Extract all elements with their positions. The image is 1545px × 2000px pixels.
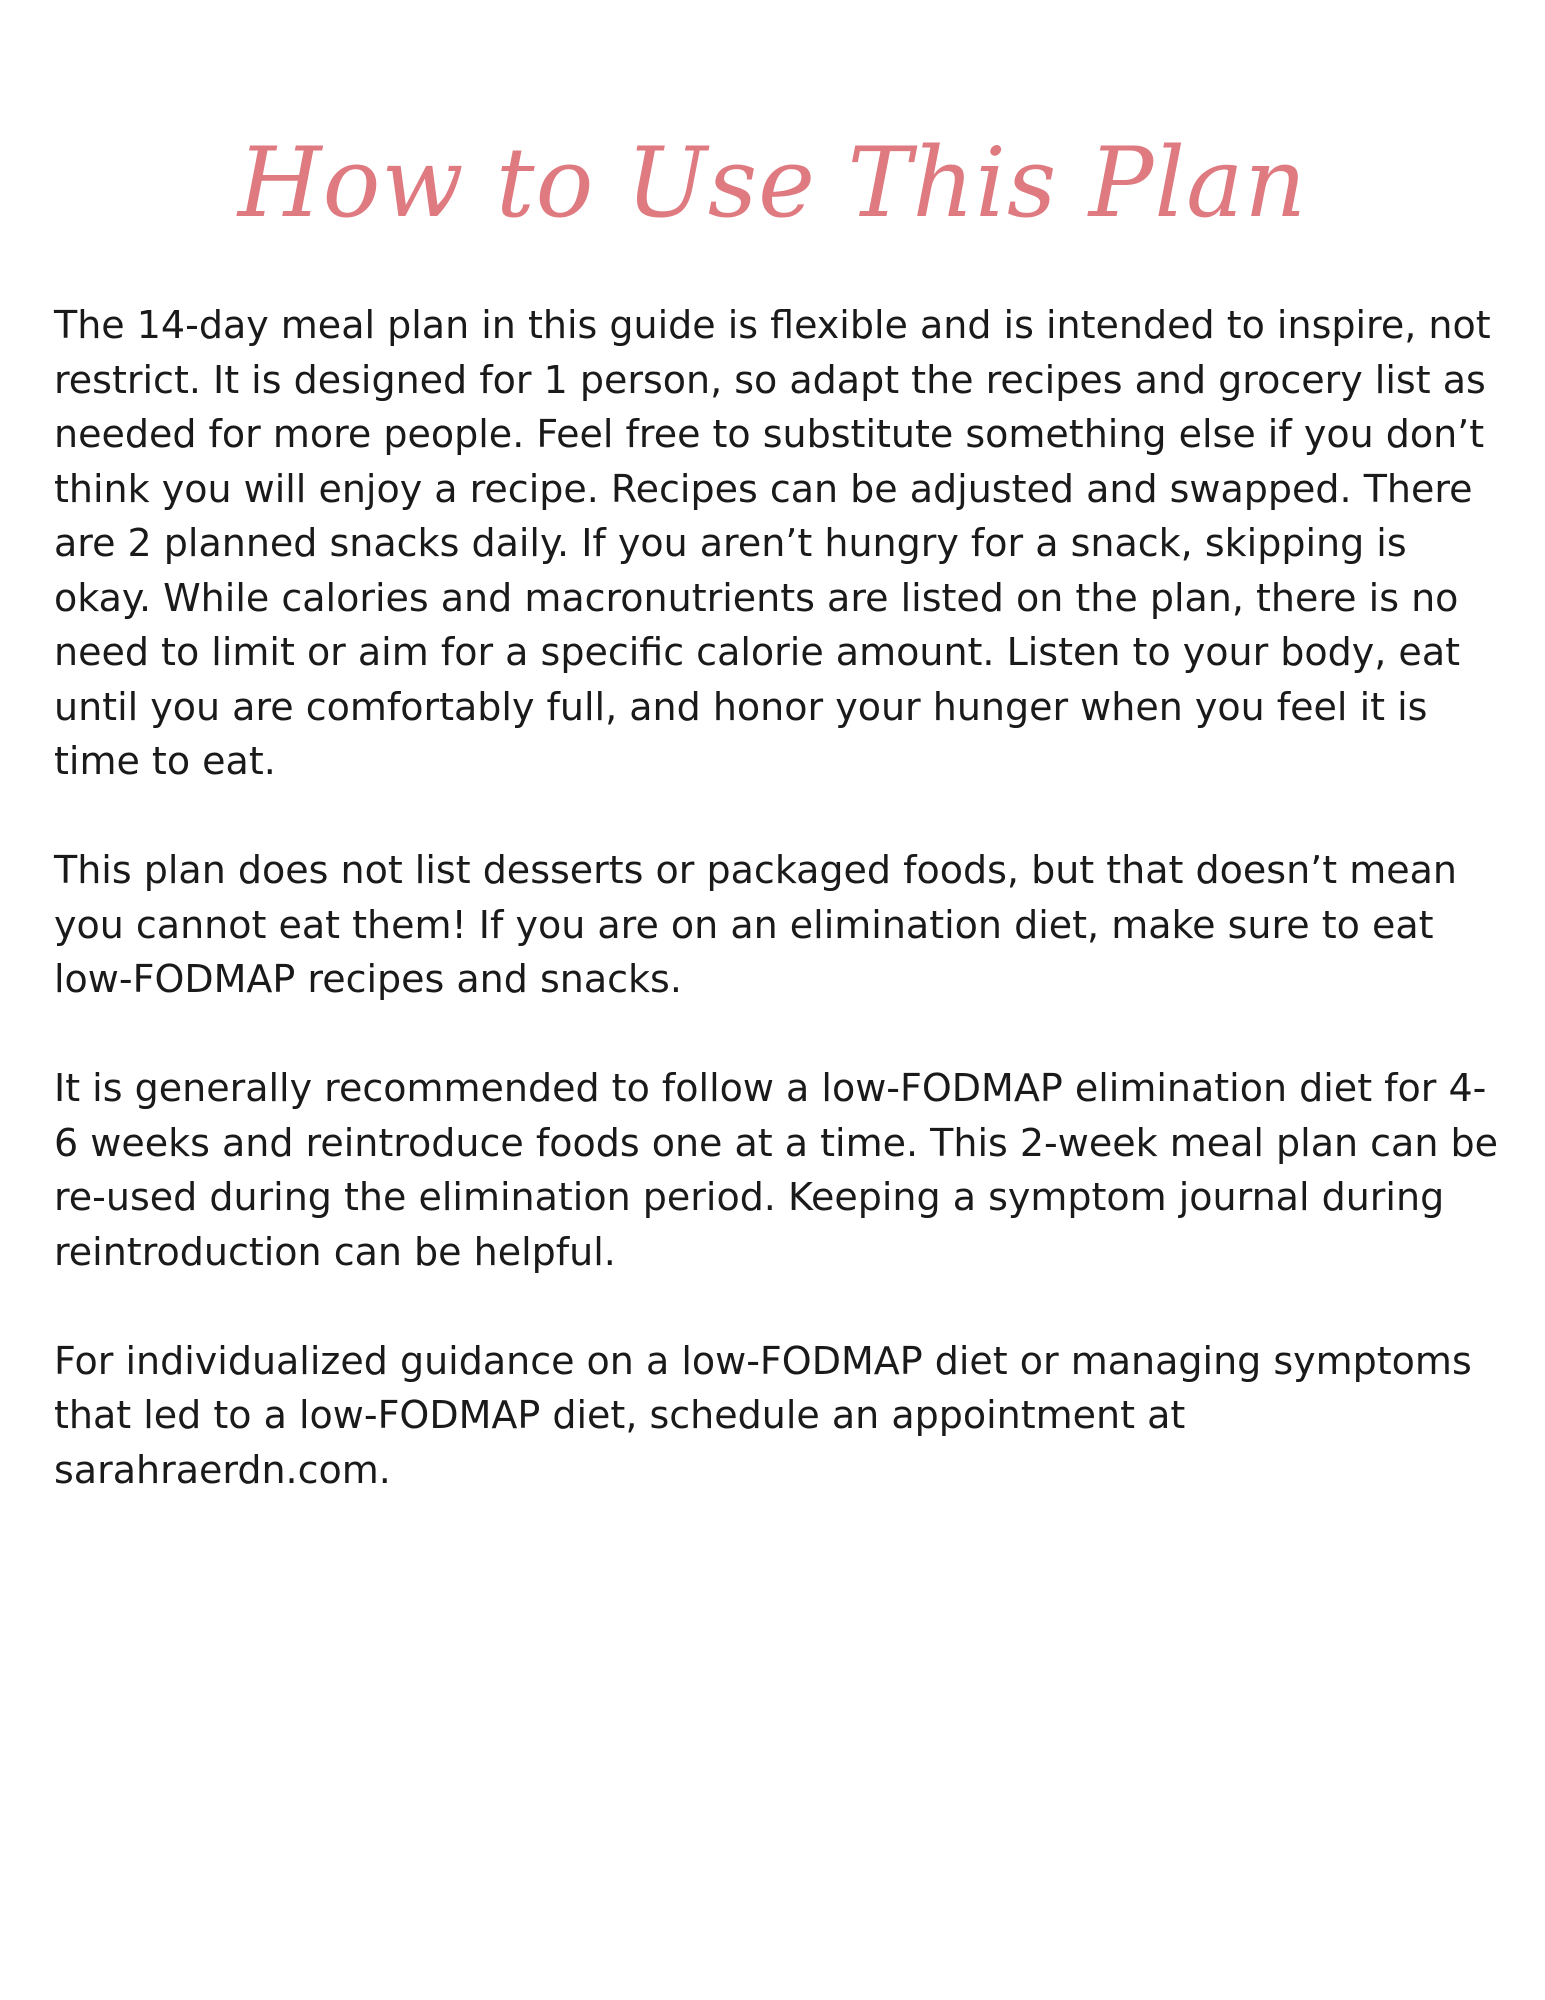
paragraph-desserts-packaged-foods: This plan does not list desserts or packaged foods, but that doesn’t mean you cannot eat them! If you are on an elimination diet, make sure to eat low-FODMAP recipes and snacks. <box>54 848 1457 1001</box>
body-text <box>54 298 1504 1552</box>
paragraph-elimination-diet: It is generally recommended to follow a low-FODMAP elimination diet for 4-6 weeks and reintroduce foods one at a time. This 2-week meal plan can be re-used during the elimination period. Keeping a symptom journal during reintroduction can be helpful. <box>54 1066 1498 1274</box>
paragraph-individualized-guidance: For individualized guidance on a low-FODMAP diet or managing symptoms that led to a low-FODMAP diet, schedule an appointment at sarahraerdn.com. <box>54 1338 1472 1492</box>
paragraph-meal-plan-overview: The 14-day meal plan in this guide is flexible and is intended to inspire, not restrict. It is designed for 1 person, so adapt the recipes and grocery list as needed for more people. Feel free to substitute something else if you don’t think you will enjoy a recipe. Recipes can be adjusted and swapped. There are 2 planned snacks daily. If you aren’t hungry for a snack, skipping is okay. While calories and macronutrients are listed on the plan, there is no need to limit or aim for a specific calorie amount. Listen to your body, eat until you are comfortably full, and honor your hunger when you feel it is time to eat. <box>54 303 1491 783</box>
page-title: How to Use This Plan <box>237 127 1308 239</box>
